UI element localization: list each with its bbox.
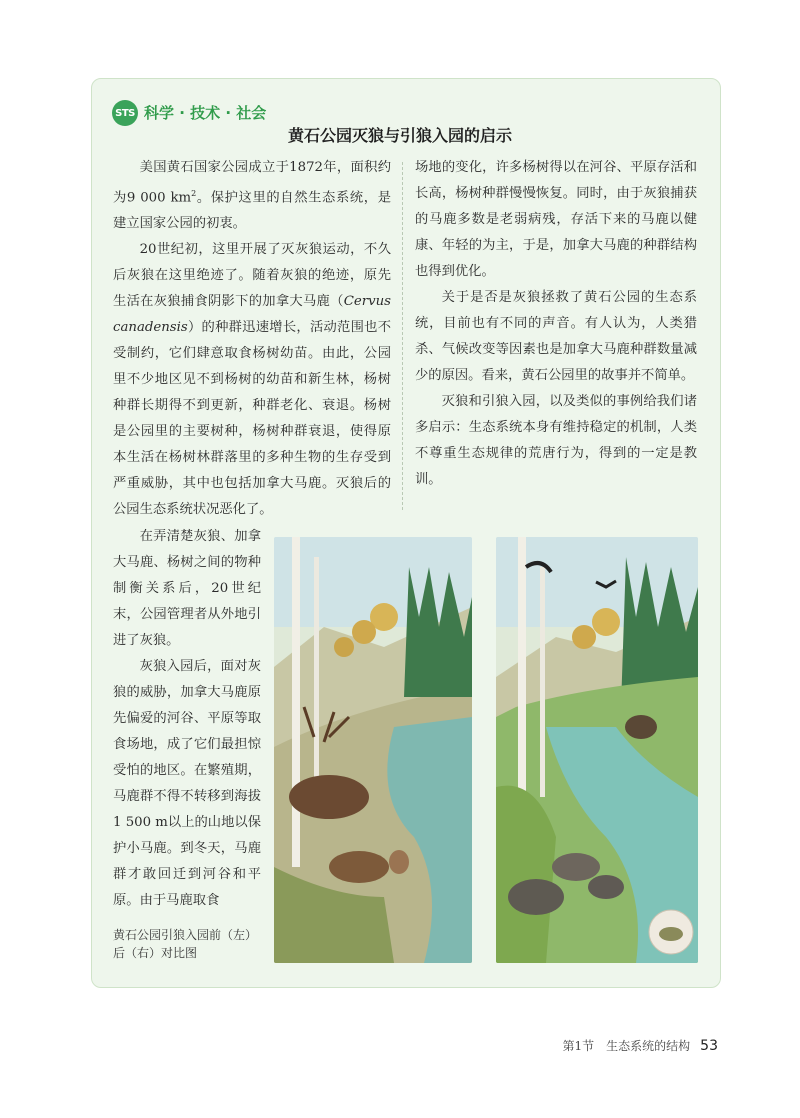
footer-section: 第1节 生态系统的结构	[562, 1039, 691, 1053]
paragraph-3: 在弄清楚灰狼、加拿大马鹿、杨树之间的物种制衡关系后，20世纪末，公园管理者从外地引进了灰狼。	[113, 529, 261, 648]
illustration-before-wolves	[274, 537, 472, 963]
left-column	[113, 155, 391, 523]
narrow-column	[113, 524, 261, 914]
figure-caption: 黄石公园引狼入园前（左）后（右）对比图	[113, 928, 258, 960]
page-footer	[563, 1037, 718, 1054]
page-title: 黄石公园灭狼与引狼入园的启示	[287, 126, 512, 145]
paragraph-6: 灭狼和引狼入园，以及类似的事例给我们诸多启示：生态系统本身有维持稳定的机制，人类不尊重生态规律的荒唐行为，得到的一定是教训。	[415, 394, 697, 487]
paragraph-4-continued: 场地的变化，许多杨树得以在河谷、平原存活和长高，杨树种群慢慢恢复。同时，由于灰狼捕获的马鹿多数是老弱病残，存活下来的马鹿以健康、年轻的为主，于是，加拿大马鹿的种群结构也得到优化。	[415, 160, 697, 279]
section-label: 科学 · 技术 · 社会	[144, 104, 267, 122]
column-divider	[402, 162, 403, 510]
paragraph-4: 灰狼入园后，面对灰狼的威胁，加拿大马鹿原先偏爱的河谷、平原等取食场地，成了它们最担惊受怕的地区。在繁殖期，马鹿群不得不转移到海拔1 500 m以上的山地以保护小马鹿。到冬天，马鹿群才敢回迁到河谷和平原。由于马鹿取食	[113, 659, 261, 908]
paragraph-5: 关于是否是灰狼拯救了黄石公园的生态系统，目前也有不同的声音。有人认为，人类猎杀、气候改变等因素也是加拿大马鹿种群数量减少的原因。看来，黄石公园里的故事并不简单。	[415, 290, 697, 383]
page-number: 53	[700, 1038, 718, 1054]
sts-icon: STS	[112, 100, 138, 126]
latin-name: Cervus canadensis	[113, 294, 391, 336]
paragraph-2: 20世纪初，这里开展了灭灰狼运动，不久后灰狼在这里绝迹了。随着灰狼的绝迹，原先生活在灰狼捕食阴影下的加拿大马鹿（Cervus canadensis）的种群迅速增长，活动范围也不受制约，它们肆意取食杨树幼苗。由此，公园里不少地区见不到杨树的幼苗和新生林，杨树种群长期得不到更新，种群老化、衰退。杨树是公园里的主要树种，杨树种群衰退，使得原本生活在杨树林群落里的多种生物的生存受到严重威胁，其中也包括加拿大马鹿。灭狼后的公园生态系统状况恶化了。	[113, 242, 391, 518]
illustration-after-wolves	[496, 537, 698, 963]
right-column	[415, 155, 697, 493]
paragraph-1: 美国黄石国家公园成立于1872年，面积约为9 000 $km^2$。保护这里的自然生态系统，是建立国家公园的初衷。	[113, 160, 391, 232]
